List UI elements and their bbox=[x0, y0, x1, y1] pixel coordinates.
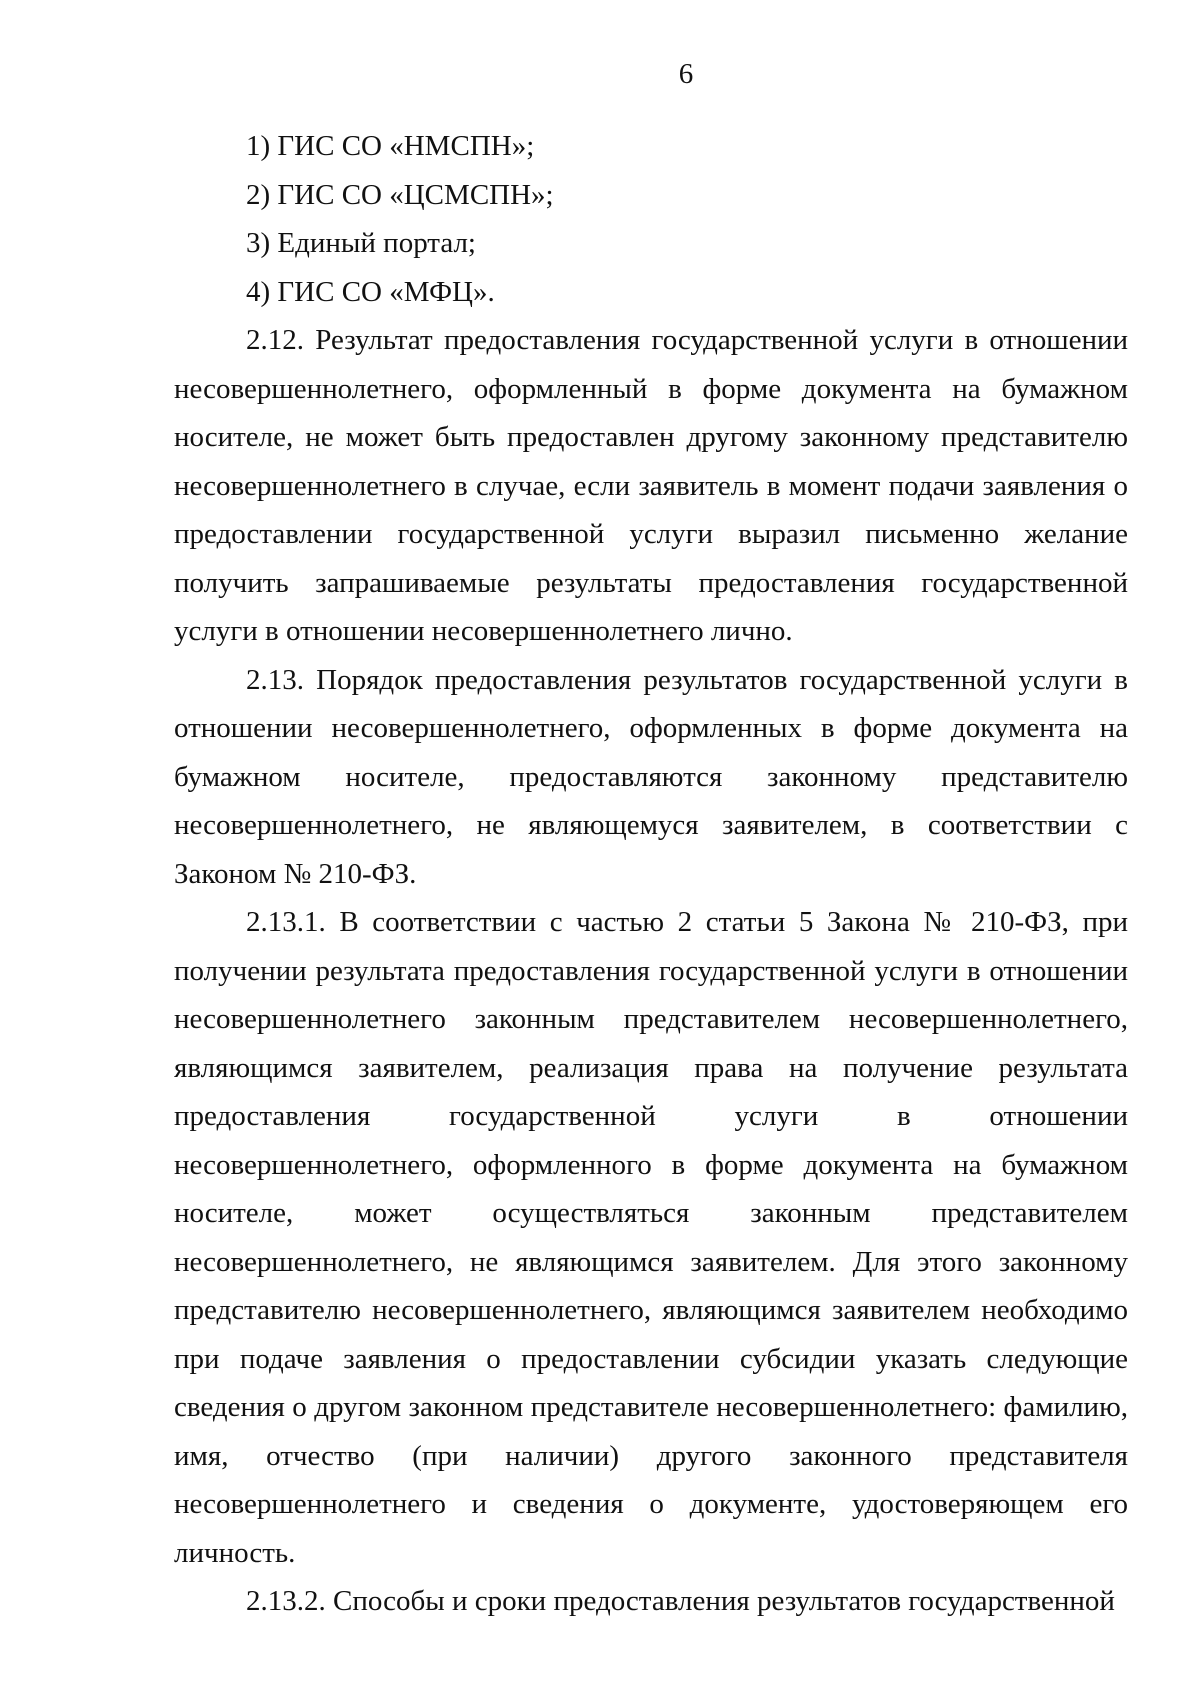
paragraph-2-13-2: 2.13.2. Способы и сроки предоставления результатов государственной bbox=[246, 1585, 1115, 1617]
paragraph-2-13: 2.13. Порядок предоставления результатов государственной услуги в отношении несовершеннолетнего, оформленных в форме документа на бумажном носителе, предоставляются законному представителю несовершеннолетнего, не являющемуся заявителем, в соответствии с Законом № 210-ФЗ. bbox=[174, 663, 1128, 890]
paragraph-2-12: 2.12. Результат предоставления государственной услуги в отношении несовершеннолетнего, оформленный в форме документа на бумажном носителе, не может быть предоставлен другому законному представителю несовершеннолетнего в случае, если заявитель в момент подачи заявления о предоставлении государственной услуги выразил письменно желание получить запрашиваемые результаты предоставления государственной услуги в отношении несовершеннолетнего лично. bbox=[174, 324, 1128, 647]
systems-list bbox=[174, 122, 1128, 316]
list-item: 1) ГИС СО «НМСПН»; bbox=[246, 130, 535, 162]
paragraph-2-13-1: 2.13.1. В соответствии с частью 2 статьи 5 Закона № 210-ФЗ, при получении результата предоставления государственной услуги в отношении несовершеннолетнего законным представителем несовершеннолетнего, являющимся заявителем, реализация права на получение результата предоставления государственной услуги в отношении несовершеннолетнего, оформленного в форме документа на бумажном носителе, может осуществляться законным представителем несовершеннолетнего, не являющимся заявителем. Для этого законному представителю несовершеннолетнего, являющимся заявителем необходимо при подаче заявления о предоставлении субсидии указать следующие сведения о другом законном представителе несовершеннолетнего: фамилию, имя, отчество (при наличии) другого законного представителя несовершеннолетнего и сведения о документе, удостоверяющем его личность. bbox=[174, 906, 1128, 1569]
list-item: 4) ГИС СО «МФЦ». bbox=[246, 275, 495, 308]
list-item: 3) Единый портал; bbox=[246, 227, 476, 259]
page-number: 6 bbox=[678, 58, 694, 90]
list-item: 2) ГИС СО «ЦСМСПН»; bbox=[246, 178, 554, 211]
document-body bbox=[174, 122, 1128, 1626]
